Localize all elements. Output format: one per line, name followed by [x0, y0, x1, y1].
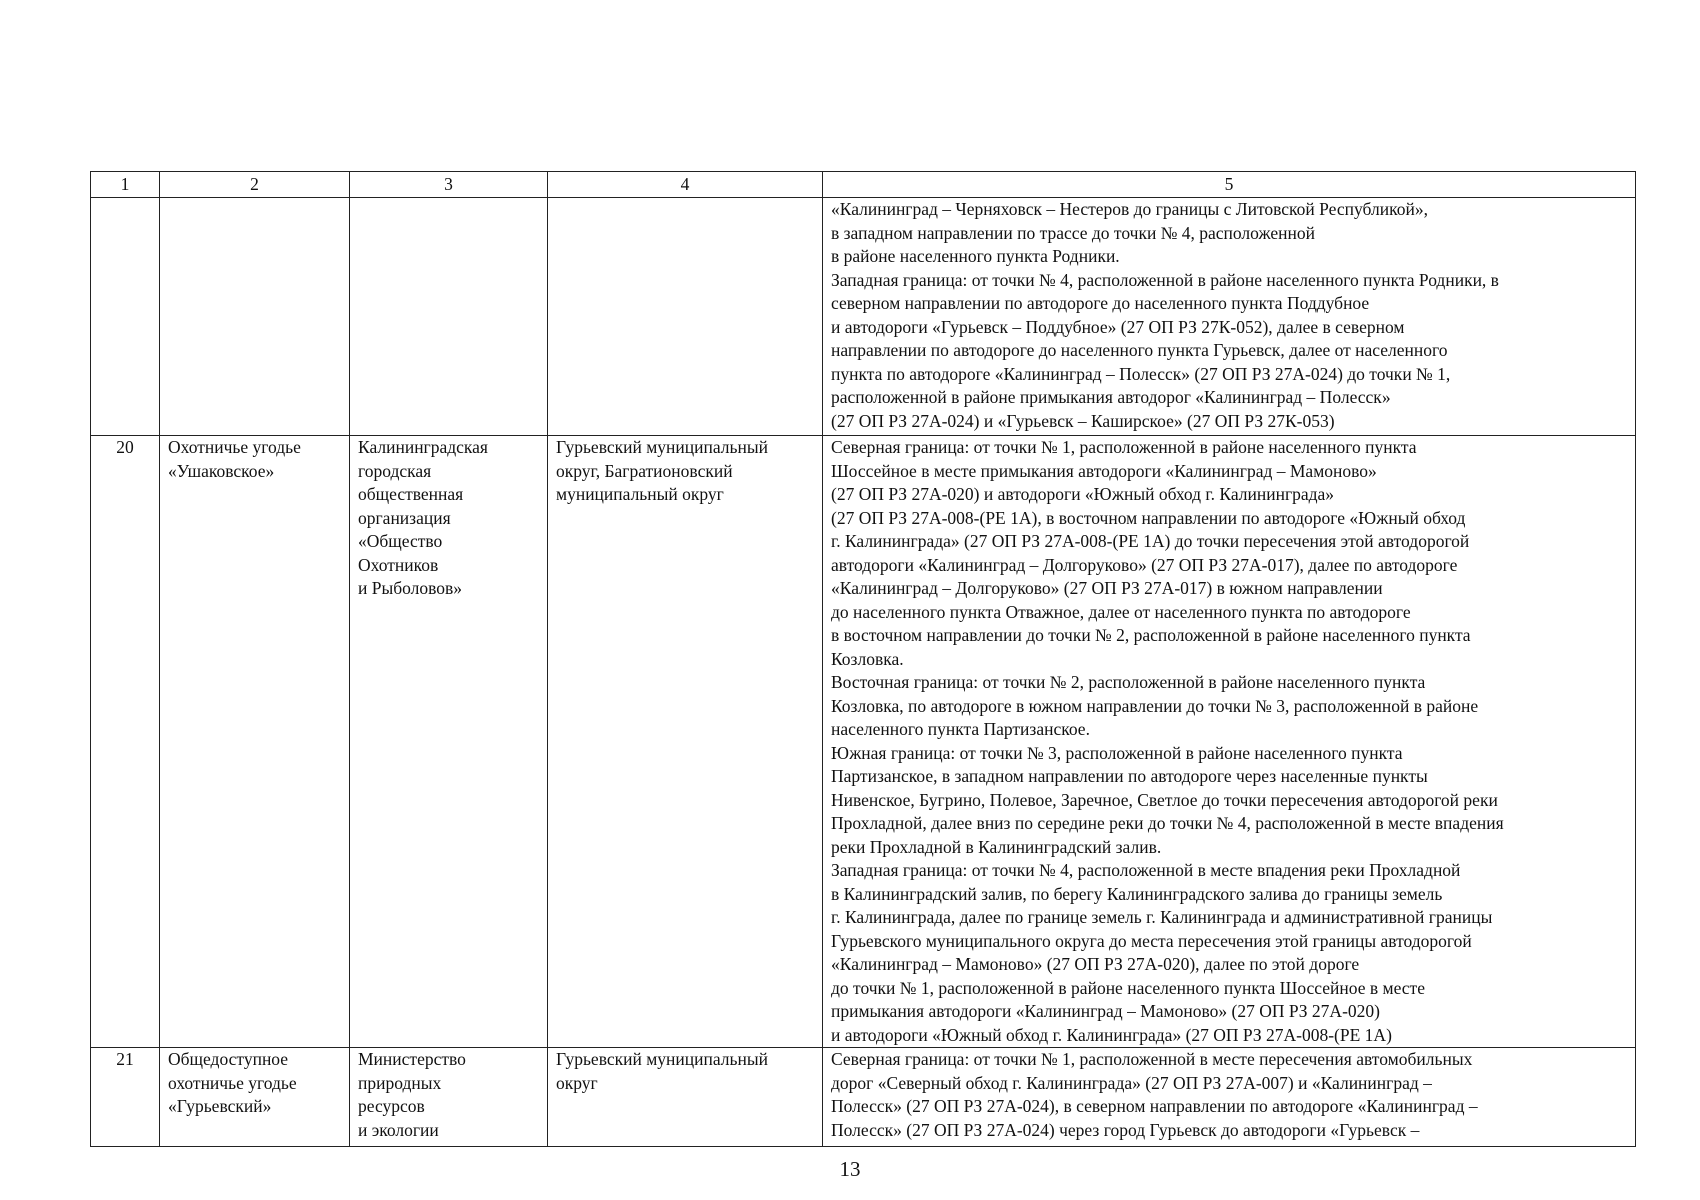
hunting-grounds-table	[90, 171, 1636, 1147]
location	[548, 198, 823, 436]
column-header-1: 1	[91, 172, 160, 198]
row-number	[91, 198, 160, 436]
ground-name	[160, 198, 350, 436]
page-number: 13	[839, 1157, 861, 1181]
table-row	[91, 436, 1636, 1048]
column-header-4: 4	[548, 172, 823, 198]
row-number: 21	[91, 1048, 160, 1147]
column-header-2: 2	[160, 172, 350, 198]
organization: Калининградская городская общественная организация «Общество Охотников и Рыболовов»	[350, 436, 548, 1048]
row-number: 20	[91, 436, 160, 1048]
table-row	[91, 198, 1636, 436]
ground-name: Общедоступное охотничье угодье «Гурьевский»	[160, 1048, 350, 1147]
boundary-description: Северная граница: от точки № 1, расположенной в районе населенного пункта Шоссейное в месте примыкания автодороги «Калининград – Мамоново» (27 ОП РЗ 27А-020) и автодороги «Южный обход г. Калининграда» (27 ОП РЗ 27А-008-(РЕ 1А), в восточном направлении по автодороге «Южный обход г. Калининграда» (27 ОП РЗ 27А-008-(РЕ 1А) до точки пересечения этой автодорогой автодороги «Калининград – Долгоруково» (27 ОП РЗ 27А-017), далее по автодороге «Калининград – Долгоруково» (27 ОП РЗ 27А-017) в южном направлении до населенного пункта Отважное, далее от населенного пункта по автодороге в восточном направлении до точки № 2, расположенной в районе населенного пункта Козловка. Восточная граница: от точки № 2, расположенной в районе населенного пункта Козловка, по автодороге в южном направлении до точки № 3, расположенной в районе населенного пункта Партизанское. Южная граница: от точки № 3, расположенной в районе населенного пункта Партизанское, в западном направлении по автодороге через населенные пункты Нивенское, Бугрино, Полевое, Заречное, Светлое до точки пересечения автодорогой реки Прохладной, далее вниз по середине реки до точки № 4, расположенной в месте впадения реки Прохладной в Калининградский залив. Западная граница: от точки № 4, расположенной в месте впадения реки Прохладной в Калининградский залив, по берегу Калининградского залива до границы земель г. Калининграда, далее по границе земель г. Калининграда и административной границы Гурьевского муниципального округа до места пересечения этой границы автодорогой «Калининград – Мамоново» (27 ОП РЗ 27А-020), далее по этой дороге до точки № 1, расположенной в районе населенного пункта Шоссейное в месте примыкания автодороги «Калининград – Мамоново» (27 ОП РЗ 27А-020) и автодороги «Южный обход г. Калининграда» (27 ОП РЗ 27А-008-(РЕ 1А)	[823, 436, 1636, 1048]
organization: Министерство природных ресурсов и экологии	[350, 1048, 548, 1147]
table-row	[91, 1048, 1636, 1147]
location: Гурьевский муниципальный округ	[548, 1048, 823, 1147]
column-header-3: 3	[350, 172, 548, 198]
boundary-description: Северная граница: от точки № 1, расположенной в месте пересечения автомобильных дорог «Северный обход г. Калининграда» (27 ОП РЗ 27А-007) и «Калининград – Полесск» (27 ОП РЗ 27А-024), в северном направлении по автодороге «Калининград – Полесск» (27 ОП РЗ 27А-024) через город Гурьевск до автодороги «Гурьевск –	[823, 1048, 1636, 1147]
column-header-5: 5	[823, 172, 1636, 198]
boundary-description: «Калининград – Черняховск – Нестеров до границы с Литовской Республикой», в западном направлении по трассе до точки № 4, расположенной в районе населенного пункта Родники. Западная граница: от точки № 4, расположенной в районе населенного пункта Родники, в северном направлении по автодороге до населенного пункта Поддубное и автодороги «Гурьевск – Поддубное» (27 ОП РЗ 27К-052), далее в северном направлении по автодороге до населенного пункта Гурьевск, далее от населенного пункта по автодороге «Калининград – Полесск» (27 ОП РЗ 27А-024) до точки № 1, расположенной в районе примыкания автодорог «Калининград – Полесск» (27 ОП РЗ 27А-024) и «Гурьевск – Каширское» (27 ОП РЗ 27К-053)	[823, 198, 1636, 436]
ground-name: Охотничье угодье «Ушаковское»	[160, 436, 350, 1048]
organization	[350, 198, 548, 436]
location: Гурьевский муниципальный округ, Багратионовский муниципальный округ	[548, 436, 823, 1048]
table-header-row	[91, 172, 1636, 198]
